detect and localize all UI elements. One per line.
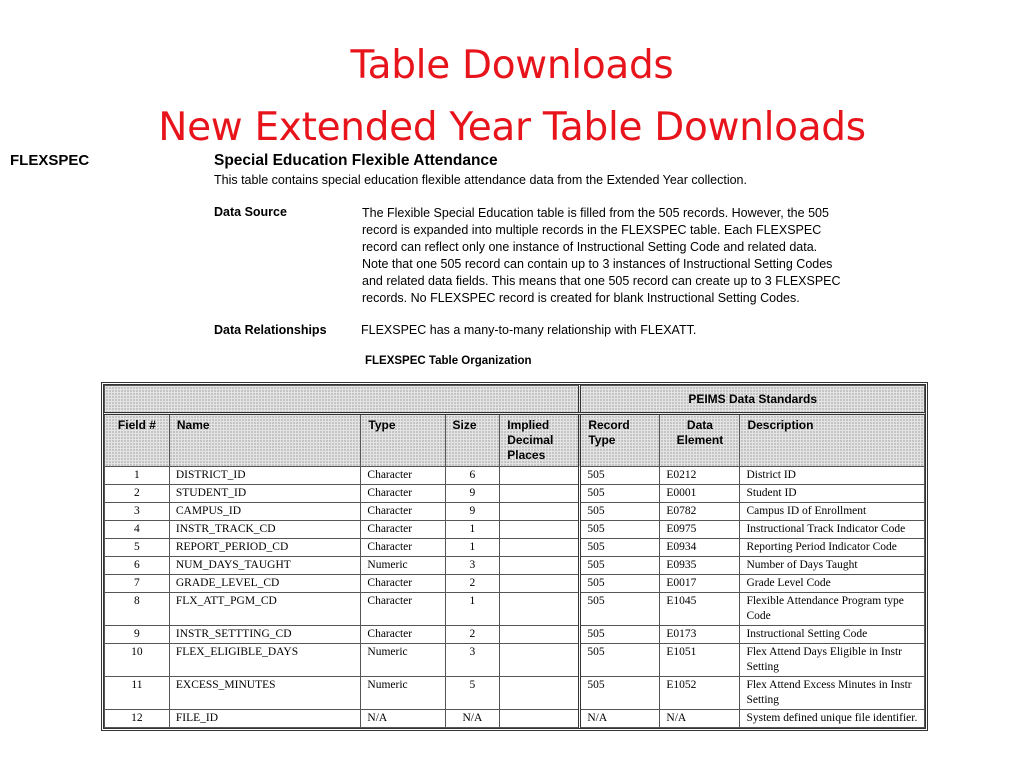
cell-name: INSTR_SETTTING_CD bbox=[169, 626, 361, 644]
cell-record-type: N/A bbox=[580, 710, 660, 728]
data-source-label: Data Source bbox=[214, 205, 287, 219]
cell-type: Character bbox=[361, 503, 445, 521]
cell-field: 6 bbox=[105, 557, 170, 575]
cell-record-type: 505 bbox=[580, 557, 660, 575]
cell-description: Flexible Attendance Program type Code bbox=[740, 593, 925, 626]
table-row bbox=[105, 710, 925, 728]
cell-field: 11 bbox=[105, 677, 170, 710]
cell-implied bbox=[500, 503, 580, 521]
cell-record-type: 505 bbox=[580, 467, 660, 485]
flexspec-table bbox=[101, 382, 928, 731]
cell-data-element: E1052 bbox=[660, 677, 740, 710]
cell-name: INSTR_TRACK_CD bbox=[169, 521, 361, 539]
cell-implied bbox=[500, 626, 580, 644]
table-row bbox=[105, 521, 925, 539]
table-body bbox=[105, 467, 925, 728]
data-source-line: record can reflect only one instance of Instructional Setting Code and related data. bbox=[362, 240, 818, 254]
cell-type: Character bbox=[361, 626, 445, 644]
table-row bbox=[105, 644, 925, 677]
cell-name: REPORT_PERIOD_CD bbox=[169, 539, 361, 557]
cell-size: 6 bbox=[445, 467, 500, 485]
cell-implied bbox=[500, 521, 580, 539]
cell-type: Character bbox=[361, 467, 445, 485]
table-heading: Special Education Flexible Attendance bbox=[214, 152, 498, 169]
column-header-name: Name bbox=[169, 414, 361, 467]
cell-type: Character bbox=[361, 539, 445, 557]
cell-record-type: 505 bbox=[580, 521, 660, 539]
cell-name: FILE_ID bbox=[169, 710, 361, 728]
cell-record-type: 505 bbox=[580, 485, 660, 503]
page-subtitle: New Extended Year Table Downloads bbox=[158, 105, 866, 150]
cell-type: Character bbox=[361, 575, 445, 593]
data-source-line: record is expanded into multiple records in the FLEXSPEC table. Each FLEXSPEC bbox=[362, 223, 822, 237]
table-code: FLEXSPEC bbox=[10, 152, 90, 169]
cell-data-element: E0017 bbox=[660, 575, 740, 593]
cell-type: Numeric bbox=[361, 557, 445, 575]
cell-record-type: 505 bbox=[580, 503, 660, 521]
cell-field: 10 bbox=[105, 644, 170, 677]
table-row bbox=[105, 557, 925, 575]
column-header-field: Field # bbox=[105, 414, 170, 467]
cell-size: 3 bbox=[445, 644, 500, 677]
table-row bbox=[105, 677, 925, 710]
cell-type: N/A bbox=[361, 710, 445, 728]
table-row bbox=[105, 503, 925, 521]
cell-data-element: E0173 bbox=[660, 626, 740, 644]
data-source-line: The Flexible Special Education table is filled from the 505 records. However, the 505 bbox=[362, 206, 829, 220]
cell-record-type: 505 bbox=[580, 626, 660, 644]
cell-data-element: E0212 bbox=[660, 467, 740, 485]
cell-field: 12 bbox=[105, 710, 170, 728]
cell-field: 4 bbox=[105, 521, 170, 539]
cell-implied bbox=[500, 485, 580, 503]
cell-size: 9 bbox=[445, 485, 500, 503]
cell-name: DISTRICT_ID bbox=[169, 467, 361, 485]
data-source-line: and related data fields. This means that one 505 record can create up to 3 FLEXSPEC bbox=[362, 274, 841, 288]
cell-size: 9 bbox=[445, 503, 500, 521]
cell-record-type: 505 bbox=[580, 593, 660, 626]
table-row bbox=[105, 485, 925, 503]
cell-data-element: E0975 bbox=[660, 521, 740, 539]
column-header-implied: Implied Decimal Places bbox=[500, 414, 580, 467]
table-description: This table contains special education flexible attendance data from the Extended Year collection. bbox=[214, 173, 747, 187]
cell-size: 1 bbox=[445, 521, 500, 539]
cell-type: Numeric bbox=[361, 644, 445, 677]
data-relationships-text: FLEXSPEC has a many-to-many relationship with FLEXATT. bbox=[361, 323, 697, 337]
cell-type: Numeric bbox=[361, 677, 445, 710]
cell-size: N/A bbox=[445, 710, 500, 728]
data-source-line: records. No FLEXSPEC record is created for blank Instructional Setting Codes. bbox=[362, 291, 800, 305]
cell-description: Campus ID of Enrollment bbox=[740, 503, 925, 521]
cell-field: 5 bbox=[105, 539, 170, 557]
cell-description: Student ID bbox=[740, 485, 925, 503]
cell-name: NUM_DAYS_TAUGHT bbox=[169, 557, 361, 575]
cell-size: 2 bbox=[445, 575, 500, 593]
cell-data-element: E0934 bbox=[660, 539, 740, 557]
cell-name: CAMPUS_ID bbox=[169, 503, 361, 521]
cell-description: Reporting Period Indicator Code bbox=[740, 539, 925, 557]
cell-description: Instructional Track Indicator Code bbox=[740, 521, 925, 539]
cell-name: FLX_ATT_PGM_CD bbox=[169, 593, 361, 626]
cell-implied bbox=[500, 467, 580, 485]
cell-type: Character bbox=[361, 593, 445, 626]
column-header-description: Description bbox=[740, 414, 925, 467]
cell-name: EXCESS_MINUTES bbox=[169, 677, 361, 710]
data-source-text bbox=[362, 205, 922, 307]
column-header-type: Type bbox=[361, 414, 445, 467]
cell-field: 9 bbox=[105, 626, 170, 644]
cell-implied bbox=[500, 593, 580, 626]
organization-title: FLEXSPEC Table Organization bbox=[365, 355, 532, 367]
cell-description: Flex Attend Days Eligible in Instr Setting bbox=[740, 644, 925, 677]
cell-description: Grade Level Code bbox=[740, 575, 925, 593]
cell-implied bbox=[500, 557, 580, 575]
cell-field: 7 bbox=[105, 575, 170, 593]
table-banner-blank bbox=[105, 386, 580, 414]
cell-type: Character bbox=[361, 521, 445, 539]
cell-name: FLEX_ELIGIBLE_DAYS bbox=[169, 644, 361, 677]
cell-description: Instructional Setting Code bbox=[740, 626, 925, 644]
column-header-data-element: Data Element bbox=[660, 414, 740, 467]
cell-implied bbox=[500, 644, 580, 677]
cell-record-type: 505 bbox=[580, 677, 660, 710]
cell-field: 2 bbox=[105, 485, 170, 503]
cell-implied bbox=[500, 539, 580, 557]
column-header-size: Size bbox=[445, 414, 500, 467]
cell-field: 3 bbox=[105, 503, 170, 521]
cell-field: 1 bbox=[105, 467, 170, 485]
cell-data-element: E1051 bbox=[660, 644, 740, 677]
table-banner-title: PEIMS Data Standards bbox=[580, 386, 925, 414]
cell-size: 2 bbox=[445, 626, 500, 644]
cell-data-element: E0935 bbox=[660, 557, 740, 575]
cell-field: 8 bbox=[105, 593, 170, 626]
cell-data-element: E1045 bbox=[660, 593, 740, 626]
table-row bbox=[105, 539, 925, 557]
cell-size: 5 bbox=[445, 677, 500, 710]
cell-implied bbox=[500, 575, 580, 593]
cell-data-element: E0001 bbox=[660, 485, 740, 503]
column-header-record-type: Record Type bbox=[580, 414, 660, 467]
cell-record-type: 505 bbox=[580, 644, 660, 677]
cell-name: STUDENT_ID bbox=[169, 485, 361, 503]
table-row bbox=[105, 575, 925, 593]
cell-description: Flex Attend Excess Minutes in Instr Setting bbox=[740, 677, 925, 710]
cell-size: 3 bbox=[445, 557, 500, 575]
cell-implied bbox=[500, 710, 580, 728]
page-title: Table Downloads bbox=[350, 43, 674, 88]
cell-implied bbox=[500, 677, 580, 710]
cell-record-type: 505 bbox=[580, 539, 660, 557]
cell-size: 1 bbox=[445, 539, 500, 557]
cell-data-element: N/A bbox=[660, 710, 740, 728]
cell-data-element: E0782 bbox=[660, 503, 740, 521]
table-row bbox=[105, 467, 925, 485]
cell-type: Character bbox=[361, 485, 445, 503]
cell-description: System defined unique file identifier. bbox=[740, 710, 925, 728]
table-row bbox=[105, 593, 925, 626]
table-row bbox=[105, 626, 925, 644]
data-relationships-label: Data Relationships bbox=[214, 323, 327, 337]
cell-record-type: 505 bbox=[580, 575, 660, 593]
data-source-line: Note that one 505 record can contain up to 3 instances of Instructional Setting Codes bbox=[362, 257, 833, 271]
cell-description: Number of Days Taught bbox=[740, 557, 925, 575]
cell-name: GRADE_LEVEL_CD bbox=[169, 575, 361, 593]
cell-description: District ID bbox=[740, 467, 925, 485]
cell-size: 1 bbox=[445, 593, 500, 626]
